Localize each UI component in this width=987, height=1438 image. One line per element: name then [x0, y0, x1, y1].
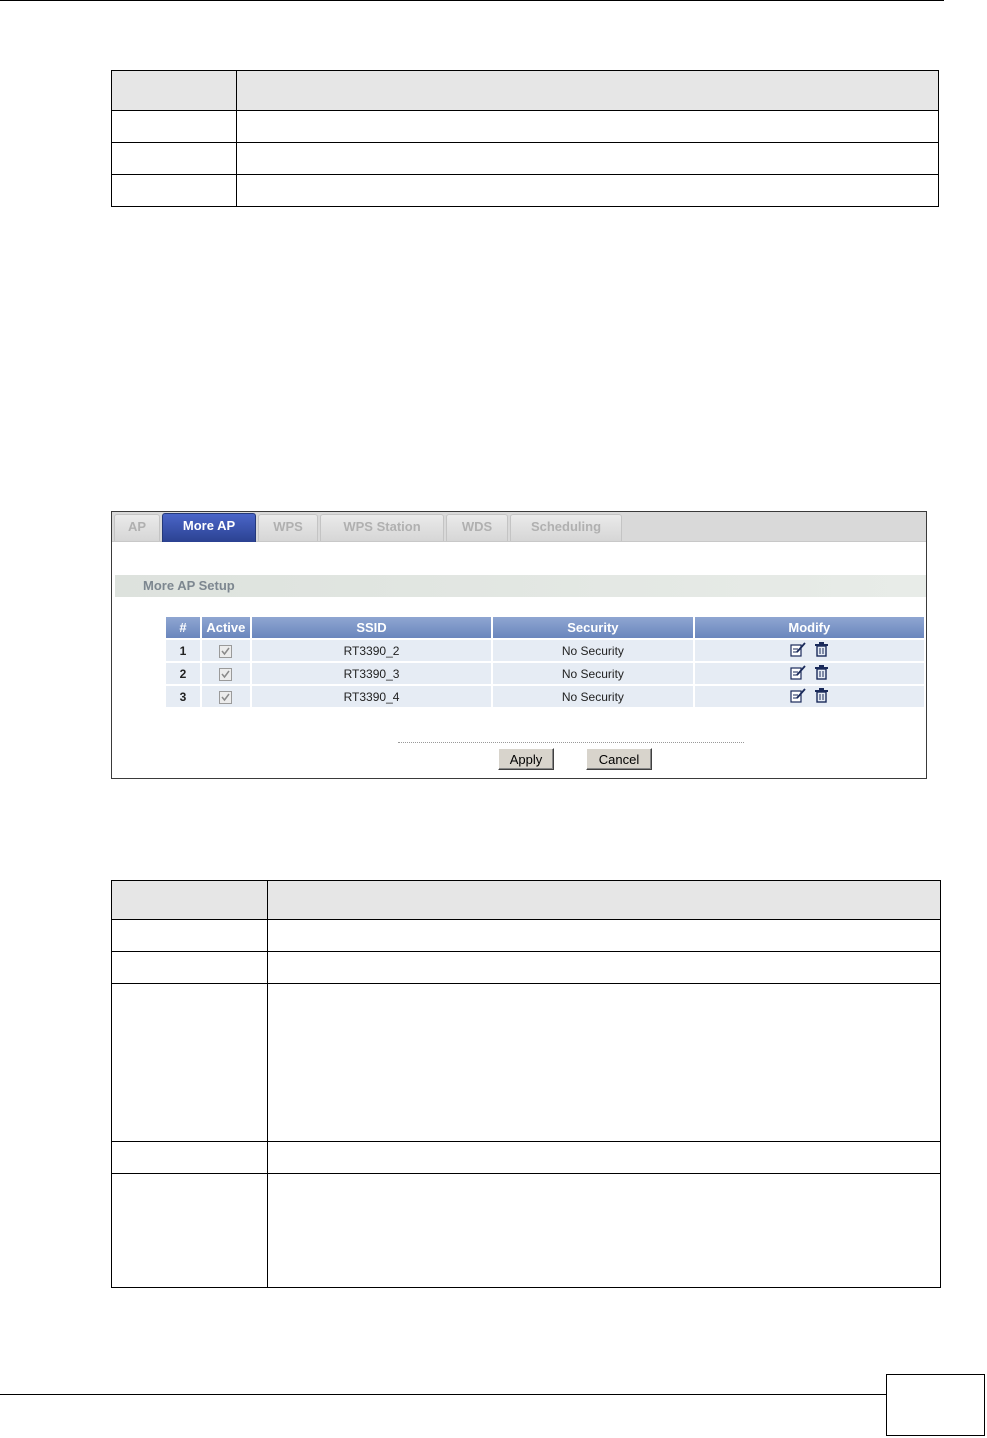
- apply-button[interactable]: Apply: [498, 748, 554, 770]
- checkmark-icon: [220, 692, 231, 703]
- table-header-row: [112, 881, 941, 920]
- table-cell: [268, 1142, 941, 1174]
- table-cell: [112, 920, 268, 952]
- section-title: More AP Setup: [143, 578, 235, 593]
- header-cell-label: [112, 881, 268, 920]
- description-table-top: [111, 70, 939, 207]
- col-header-number: #: [166, 617, 200, 638]
- tab-ap[interactable]: AP: [114, 514, 160, 541]
- table-row: [112, 111, 939, 143]
- table-cell: [268, 952, 941, 984]
- more-ap-screenshot: [111, 511, 927, 779]
- ap-row-number: 3: [166, 686, 200, 707]
- ssid-cell: RT3390_2: [252, 640, 491, 661]
- col-header-modify: Modify: [695, 617, 924, 638]
- active-cell: [202, 640, 250, 661]
- ap-row: [166, 686, 924, 707]
- table-cell: [237, 111, 939, 143]
- ssid-cell: RT3390_3: [252, 663, 491, 684]
- trash-icon[interactable]: [815, 665, 828, 683]
- table-cell: [112, 175, 237, 207]
- table-cell: [112, 984, 268, 1142]
- tab-scheduling[interactable]: Scheduling: [510, 514, 622, 541]
- table-cell: [112, 111, 237, 143]
- ap-row-number: 2: [166, 663, 200, 684]
- ap-table-header: [166, 617, 924, 638]
- description-table-bottom: [111, 880, 941, 1288]
- col-header-active: Active: [202, 617, 250, 638]
- ap-row-number: 1: [166, 640, 200, 661]
- table-row: [112, 984, 941, 1142]
- active-checkbox[interactable]: [219, 668, 232, 681]
- tab-wds[interactable]: WDS: [446, 514, 508, 541]
- tab-wps[interactable]: WPS: [258, 514, 318, 541]
- checkmark-icon: [220, 646, 231, 657]
- trash-icon[interactable]: [815, 642, 828, 660]
- checkmark-icon: [220, 669, 231, 680]
- modify-cell: [695, 640, 924, 661]
- ssid-cell: RT3390_4: [252, 686, 491, 707]
- active-cell: [202, 663, 250, 684]
- modify-cell: [695, 686, 924, 707]
- col-header-ssid: SSID: [252, 617, 491, 638]
- header-rule: [0, 0, 944, 1]
- section-header: [115, 575, 926, 597]
- table-row: [112, 1174, 941, 1288]
- table-row: [112, 920, 941, 952]
- tab-wps-station[interactable]: WPS Station: [320, 514, 444, 541]
- header-cell-description: [237, 71, 939, 111]
- more-ap-table: [164, 615, 926, 709]
- page-number-box: [886, 1374, 985, 1436]
- footer-rule: [0, 1394, 886, 1395]
- table-header-row: [112, 71, 939, 111]
- table-cell: [112, 143, 237, 175]
- tab-more-ap[interactable]: More AP: [162, 513, 256, 542]
- edit-icon[interactable]: [790, 642, 806, 660]
- edit-icon[interactable]: [790, 688, 806, 706]
- security-cell: No Security: [493, 640, 692, 661]
- button-divider: [398, 742, 744, 743]
- table-cell: [112, 1174, 268, 1288]
- security-cell: No Security: [493, 686, 692, 707]
- table-row: [112, 143, 939, 175]
- edit-icon[interactable]: [790, 665, 806, 683]
- table-cell: [268, 920, 941, 952]
- table-cell: [268, 1174, 941, 1288]
- table-cell: [112, 1142, 268, 1174]
- active-checkbox[interactable]: [219, 645, 232, 658]
- modify-cell: [695, 663, 924, 684]
- table-row: [112, 175, 939, 207]
- trash-icon[interactable]: [815, 688, 828, 706]
- table-row: [112, 1142, 941, 1174]
- tab-bar: [112, 512, 926, 542]
- header-cell-description: [268, 881, 941, 920]
- active-checkbox[interactable]: [219, 691, 232, 704]
- ap-row: [166, 640, 924, 661]
- table-row: [112, 952, 941, 984]
- table-cell: [237, 175, 939, 207]
- header-cell-label: [112, 71, 237, 111]
- cancel-button[interactable]: Cancel: [586, 748, 652, 770]
- col-header-security: Security: [493, 617, 692, 638]
- table-cell: [237, 143, 939, 175]
- ap-row: [166, 663, 924, 684]
- security-cell: No Security: [493, 663, 692, 684]
- table-cell: [268, 984, 941, 1142]
- table-cell: [112, 952, 268, 984]
- active-cell: [202, 686, 250, 707]
